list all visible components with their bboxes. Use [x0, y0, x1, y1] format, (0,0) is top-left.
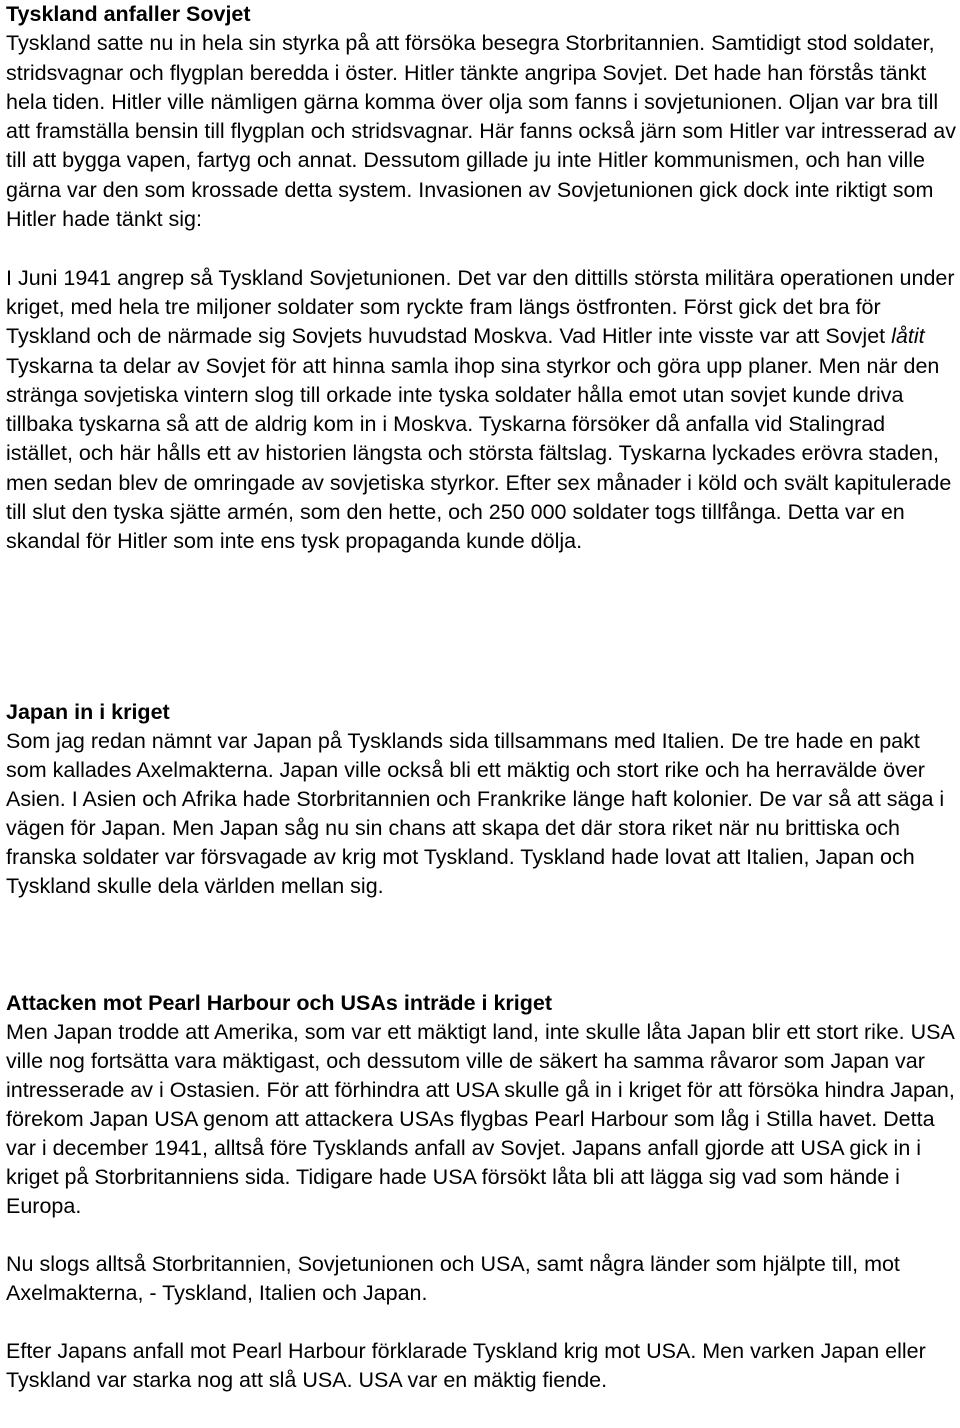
paragraph — [6, 264, 958, 557]
paragraph: Som jag redan nämnt var Japan på Tysklands sida tillsammans med Italien. De tre hade en pakt som kallades Axelmakterna. Japan ville också bli ett mäktig och stort rike och ha herravälde över Asien. I Asien och Afrika hade Storbritannien och Frankrike länge haft kolonier. De var så att säga i vägen för Japan. Men Japan såg nu sin chans att skapa det där stora riket när nu brittiska och franska soldater var försvagade av krig mot Tyskland. Tyskland hade lovat att Italien, Japan och Tyskland skulle dela världen mellan sig. — [6, 729, 945, 898]
paragraph: Men Japan trodde att Amerika, som var ett mäktigt land, inte skulle låta Japan blir ett stort rike. USA ville nog fortsätta vara mäktigast, och dessutom ville de säkert ha samma råvaror som Japan var intresserade av i Ostasien. För att förhindra att USA skulle gå in i kriget för att försöka hindra Japan, förekom Japan USA genom att attackera USAs flygbas Pearl Harbour som låg i Stilla havet. Detta var i december 1941, alltså före Tysklands anfall av Sovjet. Japans anfall gjorde att USA gick in i kriget på Storbritanniens sida. Tidigare hade USA försökt låta bli att lägga sig vad som hände i Europa. — [6, 1020, 955, 1218]
section-heading: Attacken mot Pearl Harbour och USAs inträde i kriget — [6, 991, 552, 1015]
section-heading: Japan in i kriget — [6, 700, 170, 724]
section-japan-enters-war — [6, 698, 958, 901]
italic-word: låtit — [891, 324, 925, 349]
paragraph-text: Tyskarna ta delar av Sovjet för att hinna samla ihop sina styrkor och göra upp planer. Men när den stränga sovjetiska vintern slog till orkade inte tyska soldater hålla emot utan sovjet kunde driva tillbaka tyskarna så att de aldrig kom in i Moskva. Tyskarna försöker då anfalla vid Stalingrad istället, och här hålls ett av historien längsta och största fältslag. Tyskarna lyckades erövra staden, men sedan blev de omringade av sovjetiska styrkor. Efter sex månader i köld och svält kapitulerade till slut den tyska sjätte armén, som den hette, och 250 000 soldater togs tillfånga. Detta var en skandal för Hitler som inte ens tysk propaganda kunde dölja. — [6, 353, 952, 554]
section-germany-attacks-soviet — [6, 0, 958, 557]
section-pearl-harbour — [6, 989, 958, 1395]
paragraph-gap — [6, 234, 958, 263]
document-page — [6, 0, 958, 1392]
paragraph: Efter Japans anfall mot Pearl Harbour förklarade Tyskland krig mot USA. Men varken Japan eller Tyskland var starka nog att slå USA. USA var en mäktig fiende. — [6, 1339, 926, 1392]
section-heading: Tyskland anfaller Sovjet — [6, 2, 251, 26]
paragraph: Nu slogs alltså Storbritannien, Sovjetunionen och USA, samt några länder som hjälpte till, mot Axelmakterna, - Tyskland, Italien och Japan. — [6, 1252, 900, 1305]
paragraph-text: I Juni 1941 angrep så Tyskland Sovjetunionen. Det var den dittills största militära operationen under kriget, med hela tre miljoner soldater som ryckte fram längs östfronten. Först gick det bra för Tyskland och de närmade sig Sovjets huvudstad Moskva. Vad Hitler inte visste var att Sovjet — [6, 265, 955, 349]
paragraph: Tyskland satte nu in hela sin styrka på att försöka besegra Storbritannien. Samtidigt stod soldater, stridsvagnar och flygplan beredda i öster. Hitler tänkte angripa Sovjet. Det hade han förstås tänkt hela tiden. Hitler ville nämligen gärna komma över olja som fanns i sovjetunionen. Oljan var bra till att framställa bensin till flygplan och stridsvagnar. Här fanns också järn som Hitler var intresserad av till att bygga vapen, fartyg och annat. Dessutom gillade ju inte Hitler kommunismen, och han ville gärna var den som krossade detta system. Invasionen av Sovjetunionen gick dock inte riktigt som Hitler hade tänkt sig: — [6, 31, 956, 232]
